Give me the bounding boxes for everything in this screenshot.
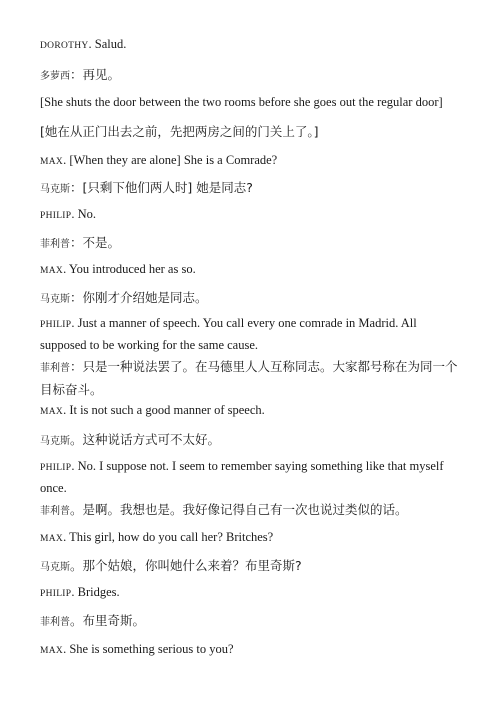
speaker-name: PHILIP — [40, 589, 72, 599]
dialogue-text: ：[只剩下他们两人时] 她是同志? — [70, 180, 253, 195]
speaker-name: PHILIP — [40, 320, 72, 330]
line-dorothy-zh — [40, 64, 460, 87]
line-max-en — [40, 639, 460, 661]
dialogue-text: . She is something serious to you? — [63, 642, 234, 656]
dialogue-text: [她在从正门出去之前，先把两房之间的门关上了。] — [40, 124, 319, 139]
line-philip-zh — [40, 356, 460, 400]
line-philip-en — [40, 204, 460, 226]
line-max-zh — [40, 429, 460, 452]
speaker-name: 多萝西 — [40, 71, 70, 82]
line-max-zh — [40, 287, 460, 310]
speaker-name: 马克斯 — [40, 436, 70, 447]
dialogue-text: 。是啊。我想也是。我好像记得自己有一次也说过类似的话。 — [70, 502, 408, 517]
speaker-name: DOROTHY — [40, 41, 89, 51]
line-philip-en — [40, 456, 460, 498]
dialogue-text: 。那个姑娘，你叫她什么来着？布里奇斯? — [70, 558, 302, 573]
dialogue-text: . This girl, how do you call her? Britches? — [63, 530, 274, 544]
line-philip-zh — [40, 232, 460, 255]
line-max-zh — [40, 555, 460, 578]
line-philip-en — [40, 582, 460, 604]
dialogue-text: . You introduced her as so. — [63, 262, 196, 276]
dialogue-text: ：只是一种说法罢了。在马德里人人互称同志。大家都号称在为同一个目标奋斗。 — [40, 359, 458, 397]
dialogue-text: ：你刚才介绍她是同志。 — [70, 290, 208, 305]
speaker-name: 菲利普 — [40, 363, 70, 374]
line-philip-zh — [40, 610, 460, 633]
speaker-name: PHILIP — [40, 211, 72, 221]
line-max-en — [40, 400, 460, 422]
stage-direction-en — [40, 92, 470, 112]
speaker-name: 马克斯 — [40, 562, 70, 573]
dialogue-text: [She shuts the door between the two rooms before she goes out the regular door] — [40, 95, 443, 109]
speaker-name: 菲利普 — [40, 506, 70, 517]
speaker-name: PHILIP — [40, 463, 72, 473]
line-max-en — [40, 150, 460, 172]
speaker-name: MAX — [40, 534, 64, 544]
line-philip-en — [40, 313, 460, 355]
dialogue-text: . Just a manner of speech. You call every one comrade in Madrid. All supposed to be working for the same cause. — [40, 316, 417, 352]
line-max-en — [40, 527, 460, 549]
dialogue-text: . Bridges. — [71, 585, 120, 599]
speaker-name: MAX — [40, 157, 64, 167]
dialogue-text: ：再见。 — [70, 67, 121, 82]
line-max-zh — [40, 177, 460, 200]
stage-direction-zh — [40, 121, 460, 142]
dialogue-text: . No. — [71, 207, 97, 221]
dialogue-text: 。这种说话方式可不太好。 — [70, 432, 221, 447]
line-max-en — [40, 259, 460, 281]
speaker-name: 马克斯 — [40, 294, 70, 305]
line-dorothy-en — [40, 34, 460, 56]
dialogue-text: 。布里奇斯。 — [70, 613, 146, 628]
dialogue-text: . Salud. — [88, 37, 127, 51]
speaker-name: MAX — [40, 266, 64, 276]
speaker-name: 菲利普 — [40, 239, 70, 250]
dialogue-text: . No. I suppose not. I seem to remember saying something like that myself once. — [40, 459, 444, 495]
line-philip-zh — [40, 499, 460, 522]
speaker-name: MAX — [40, 646, 64, 656]
speaker-name: 菲利普 — [40, 617, 70, 628]
dialogue-text: . [When they are alone] She is a Comrade? — [63, 153, 278, 167]
dialogue-text: . It is not such a good manner of speech. — [63, 403, 265, 417]
speaker-name: MAX — [40, 407, 64, 417]
speaker-name: 马克斯 — [40, 184, 70, 195]
dialogue-text: ：不是。 — [70, 235, 121, 250]
